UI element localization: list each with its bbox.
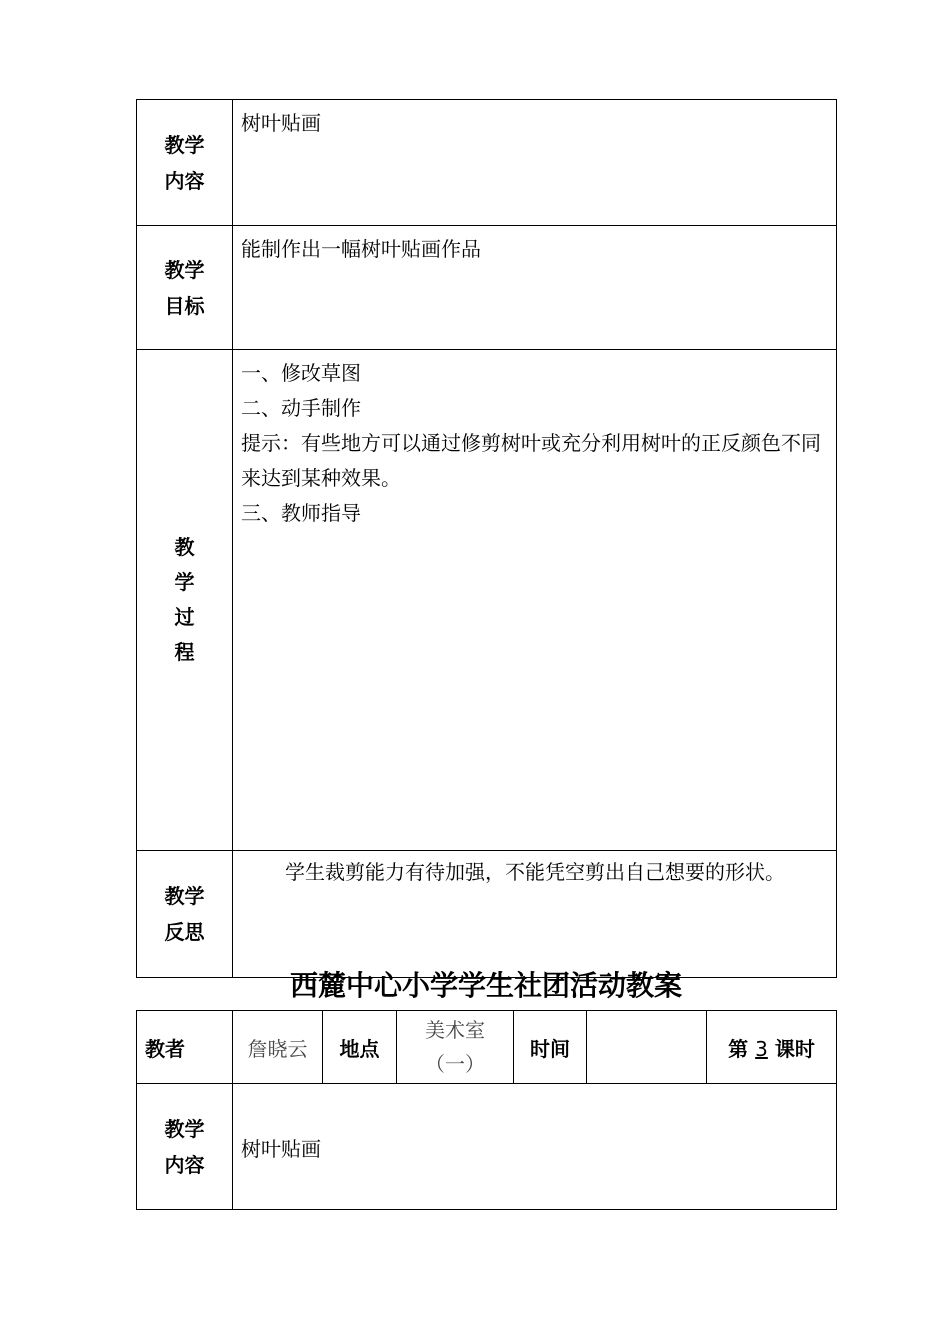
lesson-num: 3 (755, 1036, 768, 1061)
label-line: 过 (174, 605, 195, 629)
label-line: 教学 (164, 884, 205, 908)
time-value (587, 1011, 707, 1084)
process-step: 一、修改草图 (241, 361, 361, 385)
page-title: 西麓中心小学学生社团活动教案 (289, 969, 682, 1002)
cell-teaching-content (233, 100, 837, 226)
label-line: 学 (174, 570, 195, 594)
teacher-label: 教者 (137, 1011, 233, 1084)
cell-teaching-reflection (233, 851, 837, 978)
label-teaching-process (137, 350, 233, 851)
row-teaching-process (137, 350, 837, 851)
label-line: 程 (174, 640, 195, 664)
reflection-text: 学生裁剪能力有待加强，不能凭空剪出自己想要的形状。 (285, 860, 785, 884)
goal-text: 能制作出一幅树叶贴画作品 (241, 237, 481, 261)
location-line: 美术室 (425, 1018, 485, 1042)
location-label: 地点 (323, 1011, 397, 1084)
time-label: 时间 (514, 1011, 587, 1084)
row-teaching-content (137, 100, 837, 226)
row-teaching-goal (137, 226, 837, 350)
teacher-name: 詹晓云 (233, 1011, 323, 1084)
location-line: （一） (425, 1052, 485, 1076)
label-line: 教学 (164, 257, 205, 282)
cell-teaching-goal (233, 226, 837, 350)
row-teaching-reflection (137, 851, 837, 978)
process-step: 三、教师指导 (241, 501, 361, 525)
label-teaching-reflection (137, 851, 233, 978)
label-teaching-content (137, 100, 233, 226)
label-teaching-content-2 (137, 1084, 233, 1210)
location-value (397, 1011, 514, 1084)
row-teaching-content-2 (137, 1084, 837, 1210)
label-line: 内容 (164, 1152, 205, 1177)
label-line: 教学 (164, 1116, 205, 1141)
lesson-suffix: 课时 (774, 1036, 815, 1061)
label-line: 内容 (164, 168, 205, 193)
process-step: 二、动手制作 (241, 396, 361, 420)
header-row (137, 1011, 837, 1084)
lesson-table-2 (136, 1010, 837, 1210)
label-teaching-goal (137, 226, 233, 350)
lesson-prefix: 第 (728, 1036, 749, 1061)
cell-teaching-content-2 (233, 1084, 837, 1210)
process-tip: 提示：有些地方可以通过修剪树叶或充分利用树叶的正反颜色不同来达到某种效果。 (241, 431, 821, 490)
label-line: 教 (174, 535, 195, 559)
label-line: 反思 (164, 920, 205, 944)
label-line: 目标 (164, 293, 205, 318)
lesson-number (707, 1011, 837, 1084)
cell-teaching-process (233, 350, 837, 851)
content-text: 树叶贴画 (241, 1137, 321, 1161)
label-line: 教学 (164, 132, 205, 157)
content-text: 树叶贴画 (241, 111, 321, 135)
lesson-table-1 (136, 99, 837, 978)
